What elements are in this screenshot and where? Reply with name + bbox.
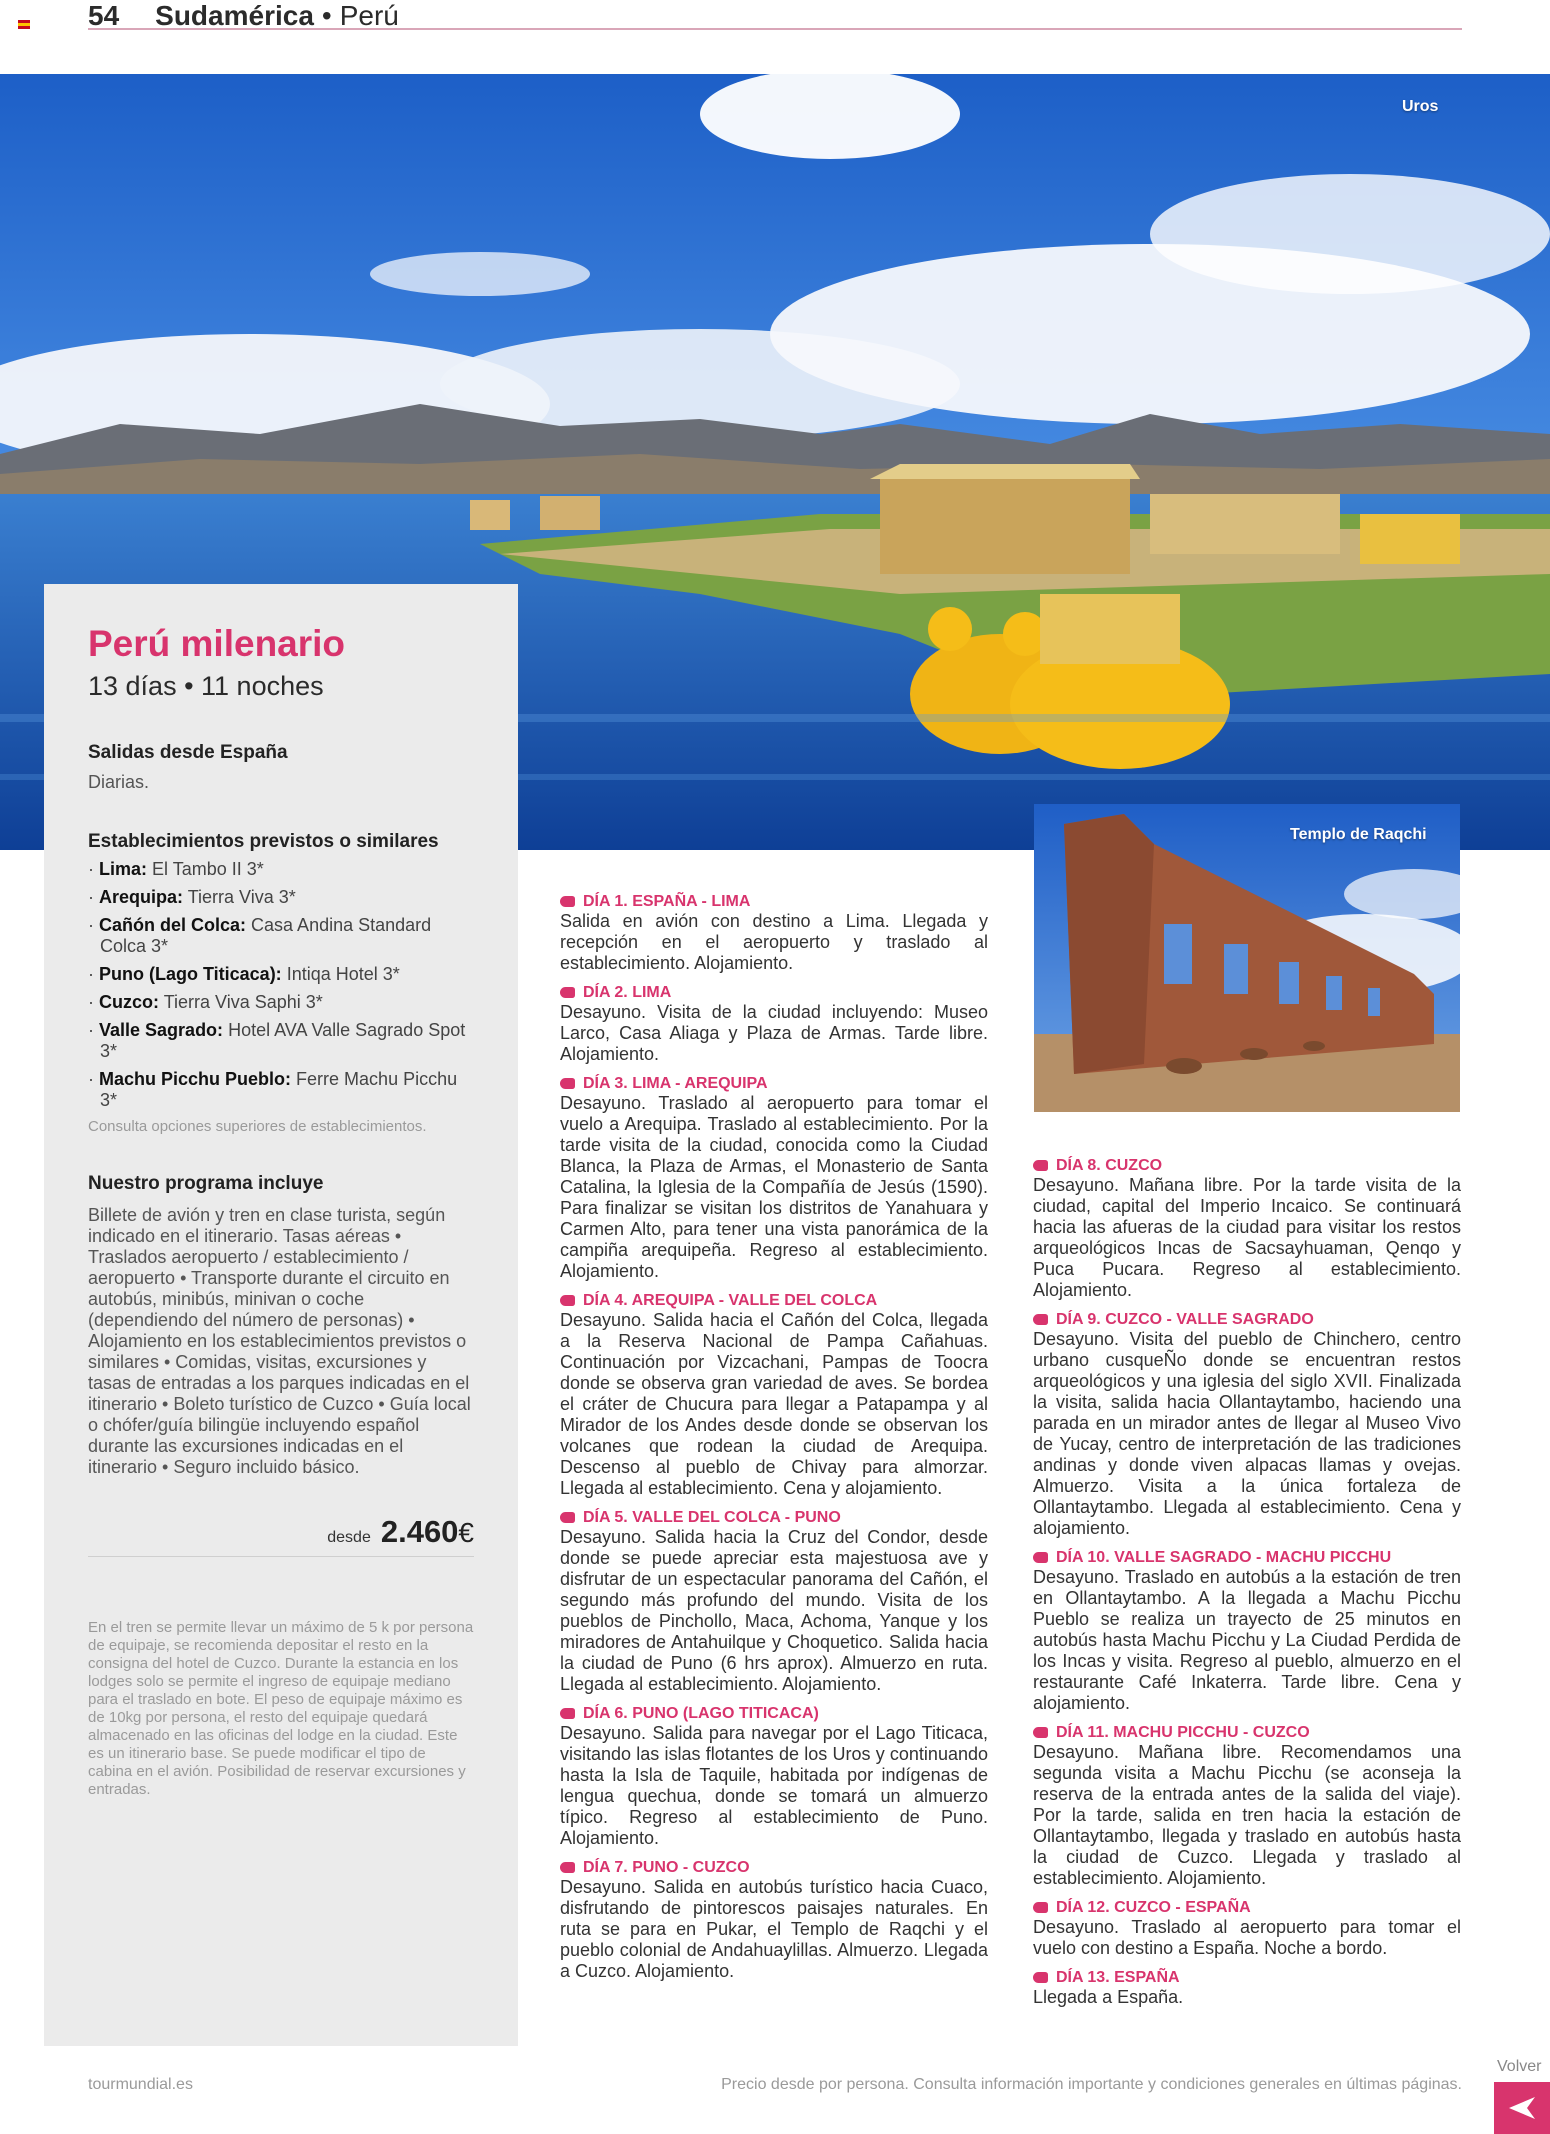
tag-icon [560,1078,575,1089]
hero-caption: Uros [1402,98,1439,115]
hotel-item: · Lima: El Tambo II 3* [88,858,264,879]
day-entry: DÍA 2. LIMA Desayuno. Visita de la ciudad incluyendo: Museo Larco, Casa Aliaga y Plaza de Armas. Tarde libre. Alojamiento. [560,984,988,1064]
day-entry: DÍA 10. VALLE SAGRADO - MACHU PICCHU Desayuno. Traslado en autobús a la estación de tren en Ollantaytambo. A la llegada a Machu Picchu Pueblo se realiza un trayecto de 25 minutos en autobús hasta Machu Picchu y La Ciudad Perdida de los Incas y visita. Regreso al pueblo, almuerzo en el restaurante Café Inkaterra. Tarde libre. Cena y alojamiento. [1033,1549,1461,1713]
day-entry: DÍA 12. CUZCO - ESPAÑA Desayuno. Traslado al aeropuerto para tomar el vuelo con destino a España. Noche a bordo. [1033,1899,1461,1958]
header-separator: • [321,0,332,31]
photo2-caption: Templo de Raqchi [1290,826,1427,843]
hotels-heading: Establecimientos previstos o similares [88,830,439,852]
hotel-item: · Valle Sagrado: Hotel AVA Valle Sagrado Spot 3* [88,1019,466,1061]
price-amount: 2.460 [380,1513,459,1549]
itinerary-column-1 [560,892,988,1991]
region-title: Sudamérica [155,0,314,31]
price-label: desde [327,1528,371,1546]
website-link[interactable]: tourmundial.es [88,2076,193,2093]
day-entry: DÍA 7. PUNO - CUZCO Desayuno. Salida en autobús turístico hacia Cuaco, disfrutando de pintorescos paisajes naturales. En ruta se para en Pukar, el Templo de Raqchi y el pueblo colonial de Andahuaylillas. Almuerzo. Llegada a Cuzco. Alojamiento. [560,1859,988,1981]
tag-icon [1033,1972,1048,1983]
tag-icon [560,987,575,998]
day-entry: DÍA 3. LIMA - AREQUIPA Desayuno. Traslado al aeropuerto para tomar el vuelo a Arequipa. Traslado al establecimiento. Por la tarde visita de la ciudad, conocida como la Ciudad Blanca, la Plaza de Armas, el Monasterio de Santa Catalina, la Iglesia de la Compañía de Jesús (1590). Para finalizar se visitan los distritos de Yanahuara y Carmen Alto, para tener una vista panorámica de la campiña arequipeña. Regreso al establecimiento. Alojamiento. [560,1075,988,1281]
includes-heading: Nuestro programa incluye [88,1172,324,1194]
day-entry: DÍA 8. CUZCO Desayuno. Mañana libre. Por la tarde visita de la ciudad, capital del Imperio Incaico. Se continuará hacia las afueras de la ciudad para visitar los restos arqueológicos Incas de Sacsayhuaman, Qenqo y Puca Pucara. Regreso al establecimiento. Alojamiento. [1033,1157,1461,1300]
day-entry: DÍA 4. AREQUIPA - VALLE DEL COLCA Desayuno. Salida hacia el Cañón del Colca, llegada a la Reserva Nacional de Pampa Cañahuas. Continuación por Vizcachani, Pampas de Toocra donde se observa gran variedad de aves. Se bordea el cráter de Chucura para llegar a Patapampa y al Mirador de los Andes desde donde se observan los volcanes que rodean la ciudad de Arequipa. Descenso al pueblo de Chivay para almorzar. Llegada al establecimiento. Cena y alojamiento. [560,1292,988,1498]
price-currency: € [458,1516,474,1548]
back-label: Volver [1497,2058,1542,2075]
hotels-note: Consulta opciones superiores de establecimientos. [88,1117,427,1135]
trip-info-panel [44,584,518,2046]
spain-flag-icon [18,20,30,29]
tag-icon [1033,1727,1048,1738]
back-button[interactable] [1494,2082,1550,2134]
tag-icon [560,1512,575,1523]
trip-duration: 13 días • 11 noches [88,670,324,701]
price-row [88,1514,474,1557]
day-entry: DÍA 11. MACHU PICCHU - CUZCO Desayuno. Mañana libre. Recomendamos una segunda visita a Machu Picchu (se aconseja la reserva de la entrada antes de la salida del viaje). Por la tarde, salida en tren hacia la estación de Ollantaytambo, llegada y traslado en autobús hasta la ciudad de Cuzco. Llegada y traslado al establecimiento. Alojamiento. [1033,1724,1461,1888]
tag-icon [560,1862,575,1873]
hotel-item: · Cañón del Colca: Casa Andina Standard Colca 3* [88,914,432,956]
tag-icon [1033,1160,1048,1171]
hotel-item: · Machu Picchu Pueblo: Ferre Machu Picchu 3* [88,1068,458,1110]
departures-text: Diarias. [88,771,150,792]
itinerary-column-2 [1033,1156,1461,2017]
hotel-item: · Arequipa: Tierra Viva 3* [88,886,296,907]
page-header [88,0,1462,30]
departures-heading: Salidas desde España [88,741,288,763]
fine-print: En el tren se permite llevar un máximo de 5 k por persona de equipaje, se recomienda depositar el resto en la consigna del hotel de Cuzco. Durante la estancia en los lodges solo se permite el ingreso de equipaje mediano para el traslado en bote. El peso de equipaje máximo es de 10kg por persona, el resto del equipaje quedará almacenado en las oficinas del lodge en la ciudad. Este es un itinerario base. Se puede modificar el tipo de cabina en el avión. Posibilidad de reservar excursiones y entradas. [88,1618,474,1798]
hotel-item: · Puno (Lago Titicaca): Intiqa Hotel 3* [88,963,400,984]
day-entry: DÍA 6. PUNO (LAGO TITICACA) Desayuno. Salida para navegar por el Lago Titicaca, visitando las islas flotantes de los Uros y continuando hasta la Isla de Taquile, habitada por indígenas de lengua quechua, donde se tomará un almuerzo típico. Regreso al establecimiento de Puno. Alojamiento. [560,1705,988,1848]
back-arrow-icon [1507,2095,1537,2121]
tag-icon [1033,1552,1048,1563]
tag-icon [560,896,575,907]
trip-title: Perú milenario [88,623,346,664]
tag-icon [1033,1902,1048,1913]
hotel-item: · Cuzco: Tierra Viva Saphi 3* [88,991,323,1012]
footer-disclaimer: Precio desde por persona. Consulta información importante y condiciones generales en últimas páginas. [721,2076,1462,2093]
day-entry: DÍA 9. CUZCO - VALLE SAGRADO Desayuno. Visita del pueblo de Chinchero, centro urbano cusqueÑo donde se encuentran restos arqueológicos y una iglesia del siglo XVII. Finalizada la visita, salida hacia Ollantaytambo, haciendo una parada en un mirador antes de llegar al Museo Vivo de Yucay, centro de interpretación de las tradiciones andinas y donde viven alpacas llamas y ovejas. Almuerzo. Visita a la única fortaleza de Ollantaytambo. Llegada al establecimiento. Cena y alojamiento. [1033,1311,1461,1538]
photo-templo-raqchi [1034,804,1460,1112]
day-entry: DÍA 13. ESPAÑA Llegada a España. [1033,1969,1184,2007]
page-number: 54 [88,0,120,31]
country-title: Perú [339,0,399,31]
tag-icon [560,1708,575,1719]
tag-icon [560,1295,575,1306]
day-entry: DÍA 5. VALLE DEL COLCA - PUNO Desayuno. Salida hacia la Cruz del Condor, desde donde se puede apreciar esta majestuosa ave y disfrutar de un espectacular panorama del Cañón, el segundo más profundo del mundo. Visita de los pueblos de Pinchollo, Maca, Achoma, Yanque y los miradores de Antahuilque y Choquetico. Salida hacia la ciudad de Puno (6 hrs aprox). Almuerzo en ruta. Llegada al establecimiento. Alojamiento. [560,1509,988,1694]
includes-text: Billete de avión y tren en clase turista, según indicado en el itinerario. Tasas aéreas • Traslados aeropuerto / establecimiento / aeropuerto • Transporte durante el circuito en autobús, minibús, minivan o coche (dependiendo del número de personas) • Alojamiento en los establecimientos previstos o similares • Comidas, visitas, excursiones y tasas de entradas a los parques indicadas en el itinerario • Boleto turístico de Cuzco • Guía local o chófer/guía bilingüe incluyendo español durante las excursiones indicadas en el itinerario • Seguro incluido básico. [88,1204,471,1477]
tag-icon [1033,1314,1048,1325]
day-entry: DÍA 1. ESPAÑA - LIMA Salida en avión con destino a Lima. Llegada y recepción en el aeropuerto y traslado al establecimiento. Alojamiento. [560,893,988,973]
hotels-list [88,859,474,1111]
